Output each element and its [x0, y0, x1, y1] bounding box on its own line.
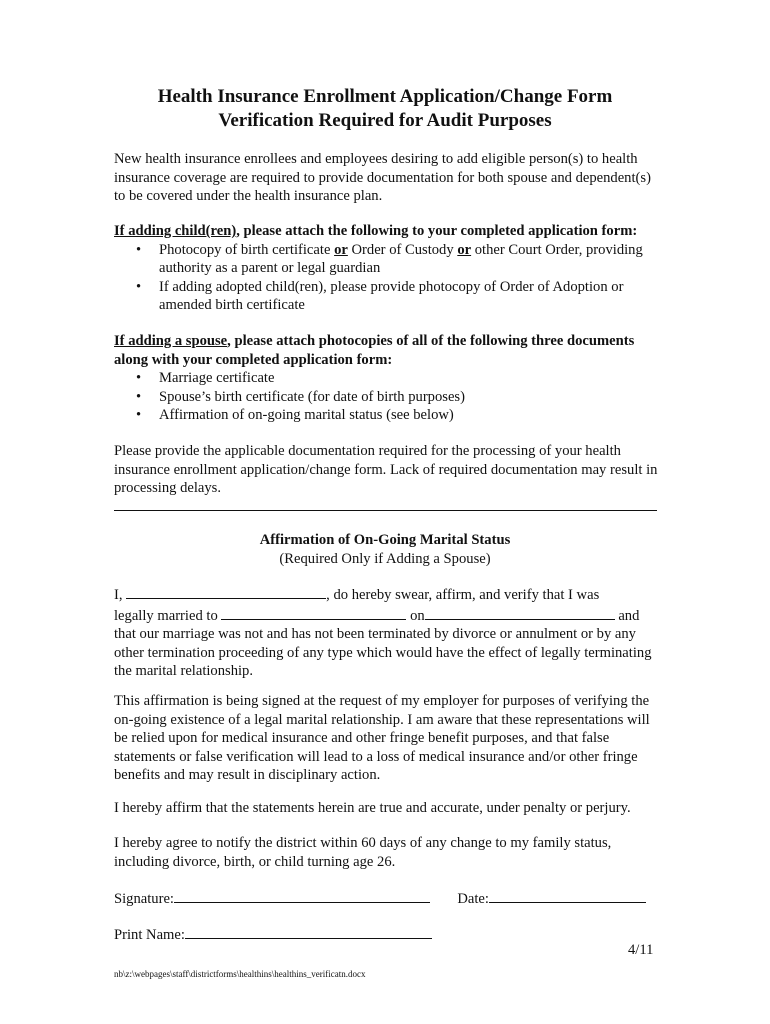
signature-field[interactable] [174, 888, 430, 903]
affirmation-title: Affirmation of On-Going Marital Status [259, 532, 511, 548]
form-title: Health Insurance Enrollment Application/Change Form [157, 86, 613, 107]
form-subtitle: Verification Required for Audit Purposes [218, 110, 552, 131]
print-name-row [114, 924, 432, 944]
intro-paragraph: New health insurance enrollees and employees desiring to add eligible person(s) to health insurance coverage are required to provide documentation for both spouse and dependent(s) to be covered under the health insurance plan. [114, 151, 651, 204]
affirmation-paragraph-1: I, , do hereby swear, affirm, and verify that I was legally married to on and that our marriage was not and has not been terminated by divorce or annulment or by any other termination proceeding of any type which would have the effect of legally terminating the marital relationship. [114, 584, 664, 681]
spouse-name-field[interactable] [221, 605, 406, 620]
version-label: 4/11 [628, 942, 654, 958]
section-divider [114, 510, 657, 511]
affirmation-paragraph-3: I hereby affirm that the statements herein are true and accurate, under penalty or perjury. [114, 800, 631, 816]
bullet-icon: • [136, 241, 142, 258]
footer-file-path: nb\z:\webpages\staff\districtforms\healthins\healthins_verificatn.docx [114, 969, 366, 979]
date-label: Date: [457, 891, 489, 907]
print-name-label: Print Name: [114, 927, 185, 943]
signature-label: Signature: [114, 891, 174, 907]
children-heading: If adding child(ren), please attach the following to your completed application form: [114, 223, 638, 239]
affirmation-header [0, 531, 770, 568]
bullet-icon: • [136, 407, 142, 423]
children-list [114, 241, 664, 315]
date-field[interactable] [489, 888, 646, 903]
list-item: • Affirmation of on-going marital status (see below) [136, 407, 454, 423]
children-section [114, 222, 664, 315]
list-item: • Marriage certificate [136, 370, 275, 386]
marriage-date-field[interactable] [425, 605, 615, 620]
print-name-field[interactable] [185, 924, 432, 939]
list-item: • Photocopy of birth certificate or Order of Custody or other Court Order, providing authority as a parent or legal guardian [136, 241, 643, 276]
affirmation-paragraph-2: This affirmation is being signed at the request of my employer for purposes of verifying the on-going existence of a legal marital relationship. I am aware that these representations will be relied upon for medical insurance and other fringe benefit purposes, and that false statements or false verification will lead to a loss of medical insurance and/or other fringe benefits and may result in disciplinary action. [114, 693, 650, 783]
declarant-name-field[interactable] [126, 584, 326, 599]
affirmation-paragraph-4: I hereby agree to notify the district within 60 days of any change to my family status, including divorce, birth, or child turning age 26. [114, 835, 612, 870]
bullet-icon: • [136, 370, 142, 386]
spouse-list [114, 369, 664, 425]
affirmation-subtitle: (Required Only if Adding a Spouse) [279, 550, 491, 567]
spouse-section [114, 332, 664, 425]
list-item: • If adding adopted child(ren), please provide photocopy of Order of Adoption or amended birth certificate [136, 278, 624, 313]
list-item: • Spouse’s birth certificate (for date of birth purposes) [136, 388, 465, 405]
processing-note: Please provide the applicable documentation required for the processing of your health insurance enrollment application/change form. Lack of required documentation may result in processing delays. [114, 443, 658, 496]
signature-row [114, 888, 646, 908]
spouse-heading: If adding a spouse, please attach photocopies of all of the following three documents along with your completed application form: [114, 333, 635, 368]
bullet-icon: • [136, 278, 142, 295]
bullet-icon: • [136, 388, 142, 405]
